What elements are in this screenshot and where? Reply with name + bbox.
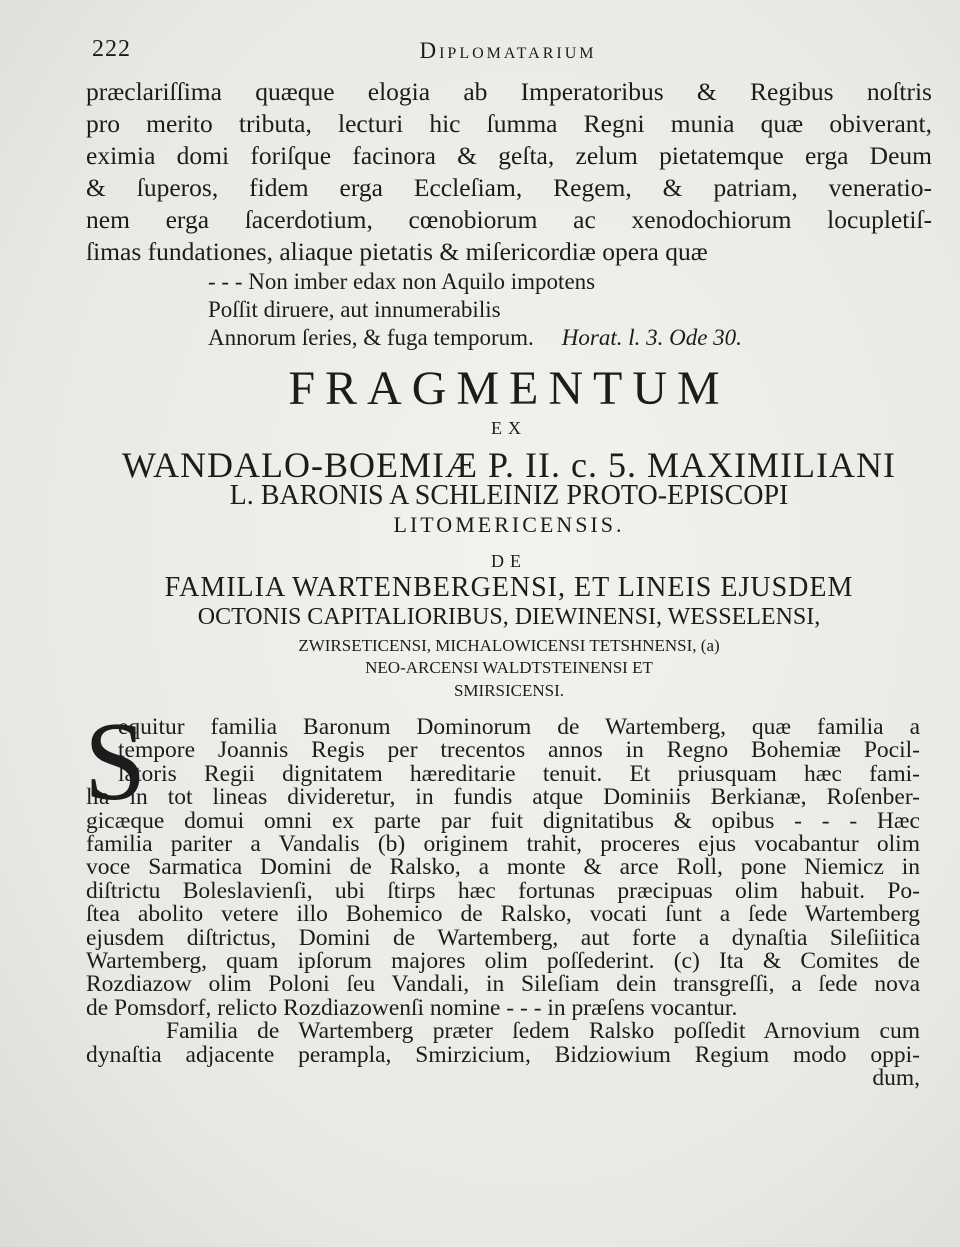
drop-cap: S bbox=[84, 700, 147, 824]
title-work: WANDALO-BOEMIÆ P. II. c. 5. MAXIMILIANI bbox=[122, 445, 896, 485]
verse-line: - - - Non imber edax non Aquilo impotens bbox=[208, 269, 596, 294]
text-line: equitur familia Baronum Dominorum de Wartemberg, quæ familia a bbox=[118, 714, 920, 740]
text-line: tempore Joannis Regis per trecentos annos in Regno Bohemiæ Pocil- bbox=[118, 737, 920, 764]
title-lines-c: SMIRSICENSI. bbox=[453, 681, 565, 700]
text-line: Rozdiazow olim Poloni ſeu Vandali, in Sileſiam dein transgreſſi, a ſede nova bbox=[86, 971, 920, 998]
text-line: nem erga ſacerdotium, cœnobiorum ac xenodochiorum locupletiſ- bbox=[86, 205, 932, 234]
intro-paragraph bbox=[86, 76, 932, 268]
main-paragraph bbox=[86, 716, 920, 1091]
verse-quotation bbox=[208, 268, 868, 352]
page-header bbox=[88, 36, 928, 66]
text-line: eximia domi foriſque facinora & geſta, zelum pietatemque erga Deum bbox=[86, 141, 932, 170]
text-line: pro merito tributa, lecturi hic ſumma Regni munia quæ obiverant, bbox=[86, 109, 932, 138]
text-line: familia pariter a Vandalis (b) originem trahit, proceres ejus vocabantur olim bbox=[86, 831, 920, 858]
text-line: ſimas fundationes, aliaque pietatis & miſericordiæ opera quæ bbox=[86, 237, 708, 266]
text-line: ſtea abolito vetere illo Bohemico de Ralsko, vocati ſunt a ſede Wartemberg bbox=[86, 901, 920, 928]
title-family: FAMILIA WARTENBERGENSI, ET LINEIS EJUSDEM bbox=[164, 572, 854, 603]
text-line: de Pomsdorf, relicto Rozdiazowenſi nomine - - - in præſens vocantur. bbox=[86, 994, 738, 1021]
title-lines-main: OCTONIS CAPITALIORIBUS, DIEWINENSI, WESSELENSI, bbox=[197, 604, 821, 630]
text-line: Familia de Wartemberg præter ſedem Ralsko poſſedit Arnovium cum bbox=[166, 1018, 920, 1045]
text-line: dum, bbox=[872, 1065, 920, 1092]
text-line: latoris Regii dignitatem hæreditarie tenuit. Et priusquam hæc fami- bbox=[118, 760, 920, 787]
text-line: & ſuperos, fidem erga Eccleſiam, Regem, & patriam, veneratio- bbox=[86, 173, 932, 202]
title-author: L. BARONIS A SCHLEINIZ PROTO-EPISCOPI bbox=[229, 480, 789, 511]
text-line: præclariſſima quæque elogia ab Imperatoribus & Regibus noſtris bbox=[86, 77, 932, 106]
running-title: Diplomatarium bbox=[419, 38, 597, 63]
text-line: diſtrictu Boleslavienſi, ubi ſtirps hæc fortunas præcipuas olim habuit. Po- bbox=[86, 877, 920, 904]
text-line: dynaſtia adjacente perampla, Smirzicium, Bidziowium Regium modo oppi- bbox=[86, 1041, 920, 1068]
text-line: lia in tot lineas divideretur, in fundis atque Dominiis Berkianæ, Roſenber- bbox=[86, 784, 920, 811]
text-line: ejusdem diſtrictus, Domini de Wartemberg, aut forte a dynaſtia Sileſiitica bbox=[86, 924, 920, 951]
text-line: Wartemberg, quam ipſorum majores olim poſſederint. (c) Ita & Comites de bbox=[86, 948, 920, 975]
verse-line: Poſſit diruere, aut innumerabilis bbox=[208, 297, 501, 322]
title-see: LITOMERICENSIS. bbox=[393, 512, 625, 537]
verse-citation: Horat. l. 3. Ode 30. bbox=[561, 325, 742, 350]
title-ex: EX bbox=[491, 418, 527, 438]
title-lines-a: ZWIRSETICENSI, MICHALOWICENSI TETSHNENSI, (a) bbox=[298, 636, 720, 655]
page-number: 222 bbox=[92, 36, 131, 62]
verse-line-with-citation bbox=[208, 324, 868, 352]
section-title: FRAGMENTUM bbox=[288, 362, 730, 415]
verse-line: Annorum ſeries, & fuga temporum. bbox=[208, 325, 534, 350]
title-lines-b: NEO-ARCENSI WALDTSTEINENSI ET bbox=[365, 658, 653, 677]
title-de: DE bbox=[491, 551, 527, 571]
text-line: gicæque domui omni ex parte par fuit dignitatibus & opibus - - - Hæc bbox=[86, 807, 920, 834]
text-line: voce Sarmatica Domini de Ralsko, a monte & arce Roll, pone Niemicz in bbox=[86, 854, 920, 881]
